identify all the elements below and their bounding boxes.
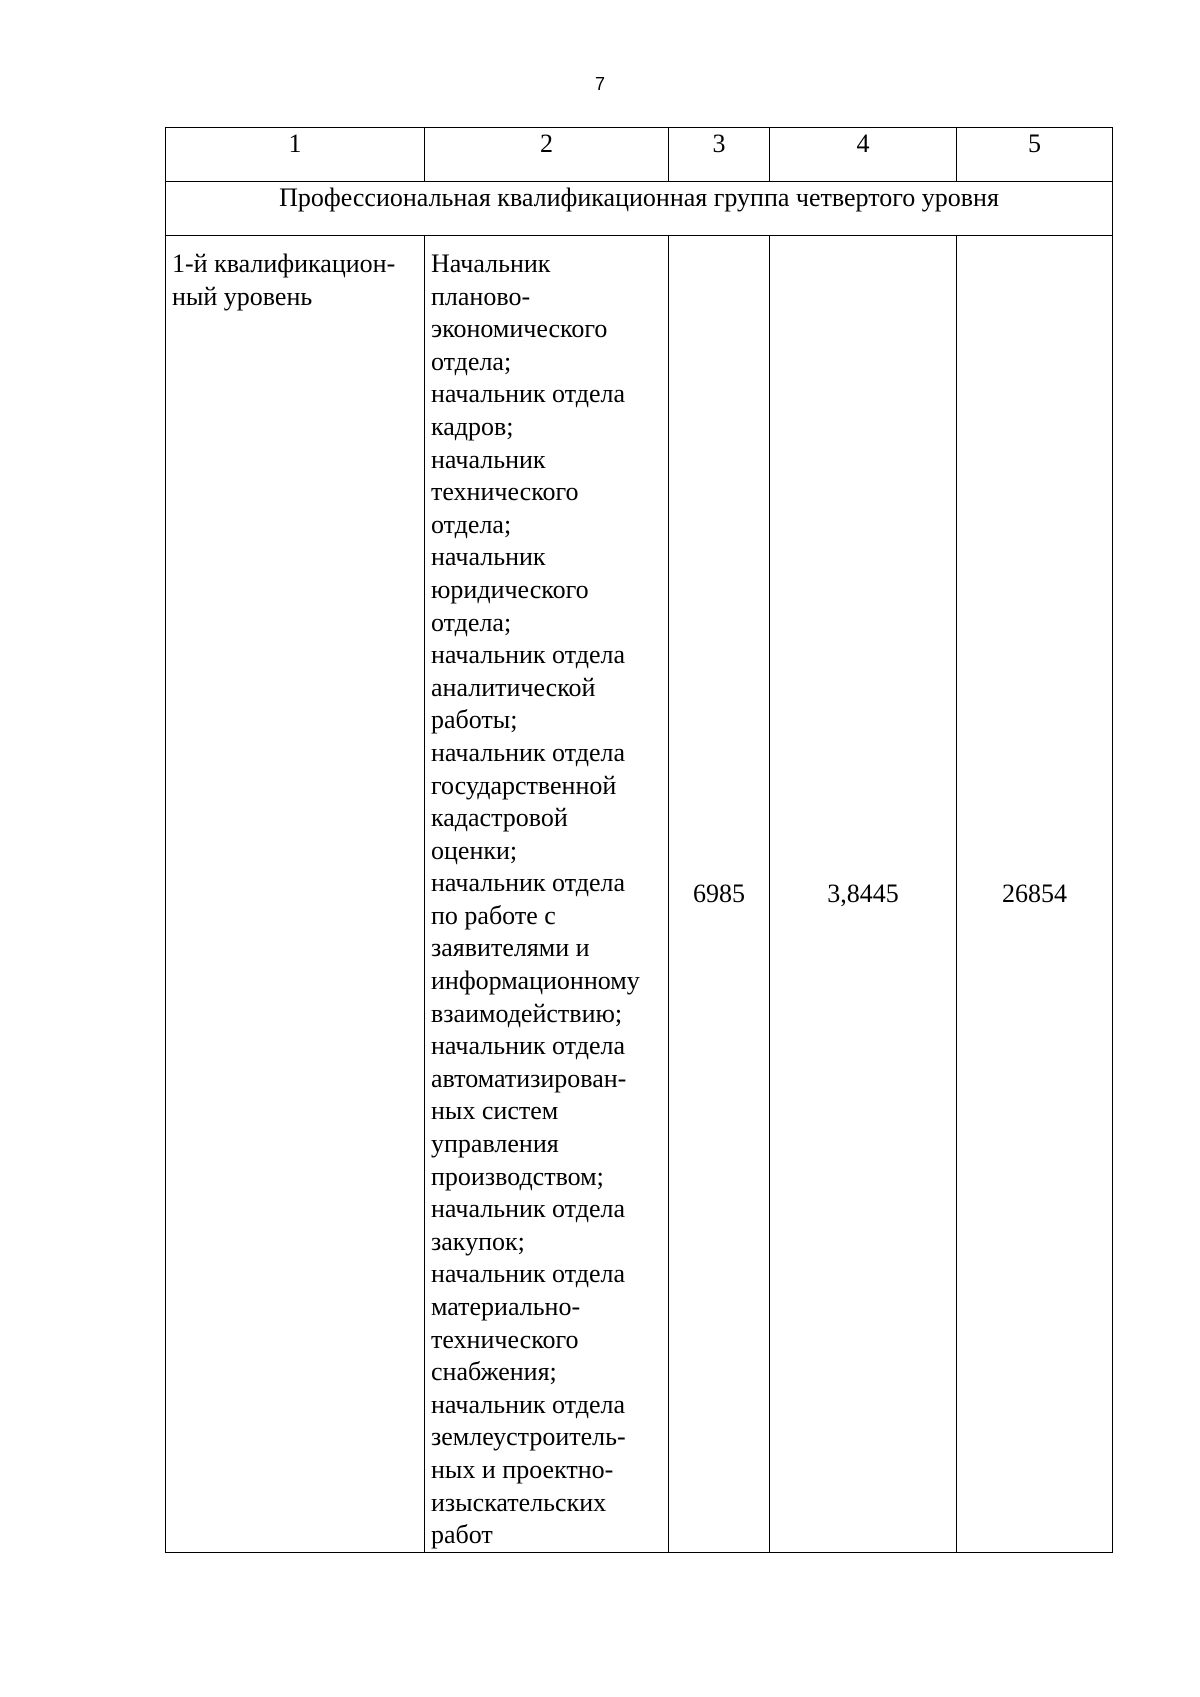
position-line: технического bbox=[431, 1324, 579, 1354]
position-line: начальник отдела bbox=[431, 1194, 626, 1224]
position-line: работ bbox=[431, 1520, 493, 1550]
position-line: отдела; bbox=[431, 346, 512, 376]
position-line: информационному bbox=[431, 966, 640, 996]
position-line: начальник отдела bbox=[431, 1259, 626, 1289]
position-line: отдела; bbox=[431, 607, 512, 637]
cell-col3-value: 6985 bbox=[669, 236, 770, 1553]
position-line: работы; bbox=[431, 705, 518, 735]
position-line: землеустроитель- bbox=[431, 1422, 626, 1452]
position-line: производством; bbox=[431, 1161, 604, 1191]
group-title-row bbox=[166, 182, 1113, 236]
position-line: начальник отдела bbox=[431, 379, 626, 409]
position-line: снабжения; bbox=[431, 1357, 557, 1387]
page-number: 7 bbox=[594, 74, 605, 94]
position-line: заявителями и bbox=[431, 933, 590, 963]
qualification-level-line: ный уровень bbox=[172, 281, 313, 311]
group-title: Профессиональная квалификационная группа четвертого уровня bbox=[166, 182, 1113, 236]
position-line: экономического bbox=[431, 314, 608, 344]
column-header-4: 4 bbox=[770, 128, 957, 182]
position-line: отдела; bbox=[431, 509, 512, 539]
position-line: начальник отдела bbox=[431, 1031, 626, 1061]
position-line: изыскательских bbox=[431, 1487, 607, 1517]
position-line: юридического bbox=[431, 574, 589, 604]
position-line: оценки; bbox=[431, 835, 518, 865]
position-line: государственной bbox=[431, 770, 617, 800]
qualification-level-line: 1-й квалификацион- bbox=[172, 249, 396, 278]
position-line: планово- bbox=[431, 281, 531, 311]
position-line: закупок; bbox=[431, 1226, 525, 1256]
position-line: ных систем bbox=[431, 1096, 559, 1126]
position-line: по работе с bbox=[431, 900, 556, 930]
column-header-3: 3 bbox=[669, 128, 770, 182]
position-line: начальник отдела bbox=[431, 640, 626, 670]
column-header-1: 1 bbox=[166, 128, 425, 182]
position-line: Начальник bbox=[431, 249, 551, 278]
position-line: кадастровой bbox=[431, 803, 568, 833]
qualification-level-cell bbox=[166, 236, 425, 1553]
position-line: начальник отдела bbox=[431, 1389, 626, 1419]
salary-table bbox=[165, 127, 1113, 1553]
column-header-2: 2 bbox=[425, 128, 669, 182]
position-line: управления bbox=[431, 1129, 559, 1159]
position-line: автоматизирован- bbox=[431, 1063, 627, 1093]
position-line: кадров; bbox=[431, 411, 514, 441]
position-line: начальник отдела bbox=[431, 868, 626, 898]
cell-col5-value: 26854 bbox=[957, 236, 1113, 1553]
position-line: аналитической bbox=[431, 672, 596, 702]
position-line: взаимодействию; bbox=[431, 998, 623, 1028]
positions-cell bbox=[425, 236, 669, 1553]
position-line: начальник bbox=[431, 444, 546, 474]
position-line: начальник bbox=[431, 542, 546, 572]
cell-col4-value: 3,8445 bbox=[770, 236, 957, 1553]
position-line: ных и проектно- bbox=[431, 1454, 614, 1484]
table-row bbox=[166, 236, 1113, 1553]
table-header-row bbox=[166, 128, 1113, 182]
position-line: технического bbox=[431, 477, 579, 507]
position-line: материально- bbox=[431, 1292, 581, 1321]
column-header-5: 5 bbox=[957, 128, 1113, 182]
position-line: начальник отдела bbox=[431, 737, 626, 767]
